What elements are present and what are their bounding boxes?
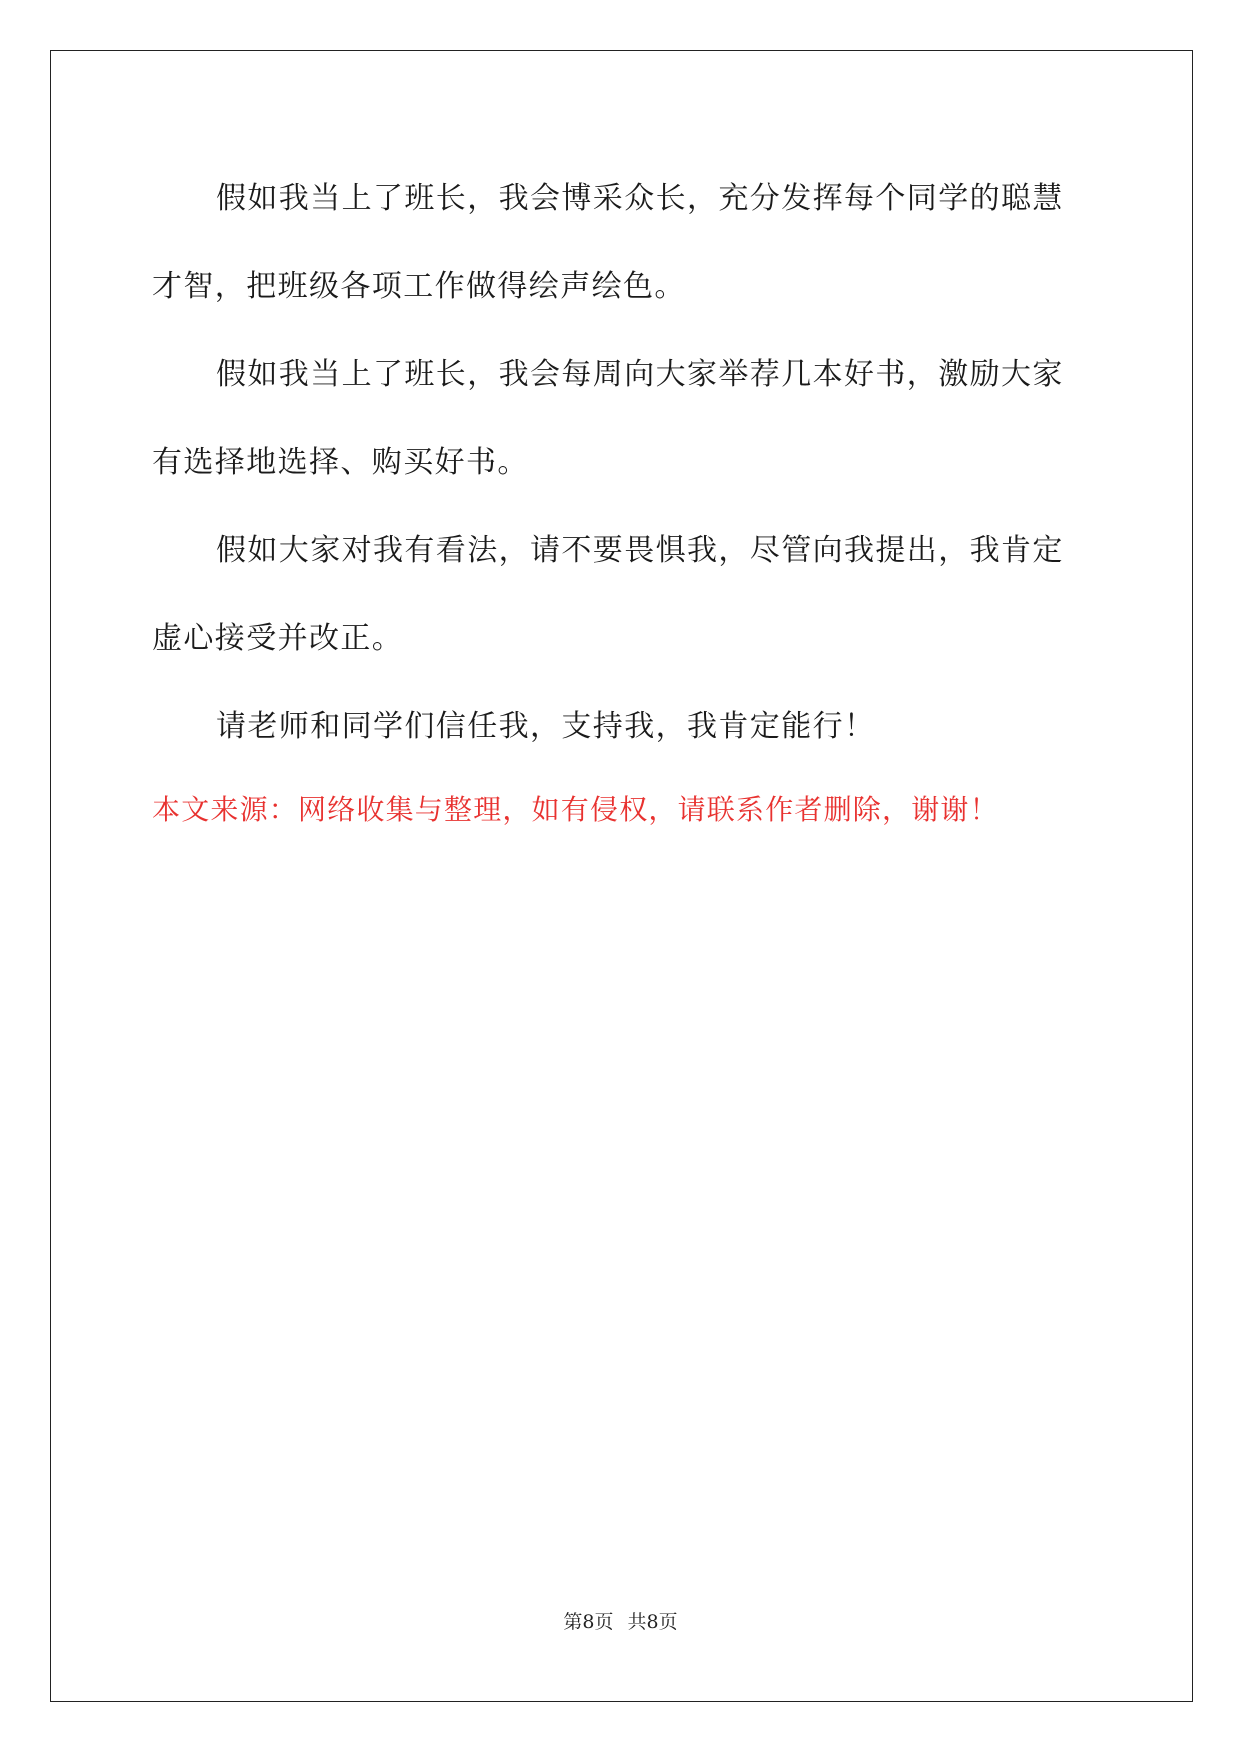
page-total: 共8页: [627, 1611, 678, 1633]
paragraph: 假如我当上了班长，我会博采众长，充分发挥每个同学的聪慧才智，把班级各项工作做得绘声绘色。: [152, 181, 1064, 304]
paragraph: 请老师和同学们信任我，支持我，我肯定能行！: [216, 709, 876, 744]
page-number: 第8页: [563, 1611, 614, 1633]
source-note: 本文来源：网络收集与整理，如有侵权，请联系作者删除，谢谢！: [152, 793, 999, 826]
page-footer: [0, 1607, 1241, 1634]
document-body: [152, 155, 1092, 771]
paragraph: 假如大家对我有看法，请不要畏惧我，尽管向我提出，我肯定虚心接受并改正。: [152, 533, 1064, 656]
paragraph: 假如我当上了班长，我会每周向大家举荐几本好书，激励大家有选择地选择、购买好书。: [152, 357, 1064, 480]
